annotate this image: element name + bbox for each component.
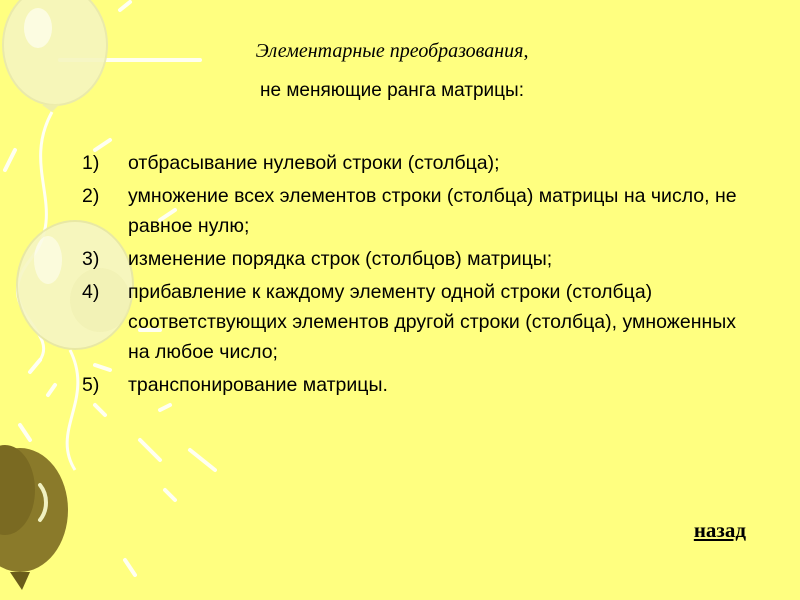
list-item-number: 5) <box>82 374 100 396</box>
ray <box>160 405 170 410</box>
list-item-text: изменение порядка строк (столбцов) матрицы; <box>128 248 553 270</box>
back-link[interactable]: назад <box>693 518 746 542</box>
ray <box>5 150 15 170</box>
list-item <box>72 244 752 274</box>
ray <box>20 425 30 440</box>
slide-title <box>0 40 792 63</box>
ray <box>125 560 135 575</box>
list-item-text: прибавление к каждому элементу одной строки (столбца) соответствующих элементов другой строки (столбца), умноженных на любое число; <box>128 281 736 363</box>
list-item <box>72 370 752 400</box>
ray <box>190 450 215 470</box>
list-item <box>72 181 752 241</box>
list-item-text: умножение всех элементов строки (столбца) матрицы на число, не равное нулю; <box>128 185 737 237</box>
list-item-number: 1) <box>82 152 100 174</box>
list-item-number: 4) <box>82 281 100 303</box>
ray <box>30 360 40 372</box>
rules-list <box>72 148 752 403</box>
list-item-number: 2) <box>82 185 100 207</box>
list-item-text: транспонирование матрицы. <box>128 374 388 396</box>
list-item <box>72 148 752 178</box>
slide-subtitle: не меняющие ранга матрицы: <box>260 80 524 101</box>
ray <box>95 405 105 415</box>
ray <box>48 385 55 395</box>
ray <box>165 490 175 500</box>
balloon-dark <box>0 445 68 590</box>
slide-title-comma: , <box>523 40 529 62</box>
ray <box>120 2 130 10</box>
list-item-number: 3) <box>82 248 100 270</box>
list-item <box>72 277 752 367</box>
list-item-text: отбрасывание нулевой строки (столбца); <box>128 152 500 174</box>
ray <box>140 440 160 460</box>
slide-title-main: Элементарные преобразования <box>255 40 524 62</box>
